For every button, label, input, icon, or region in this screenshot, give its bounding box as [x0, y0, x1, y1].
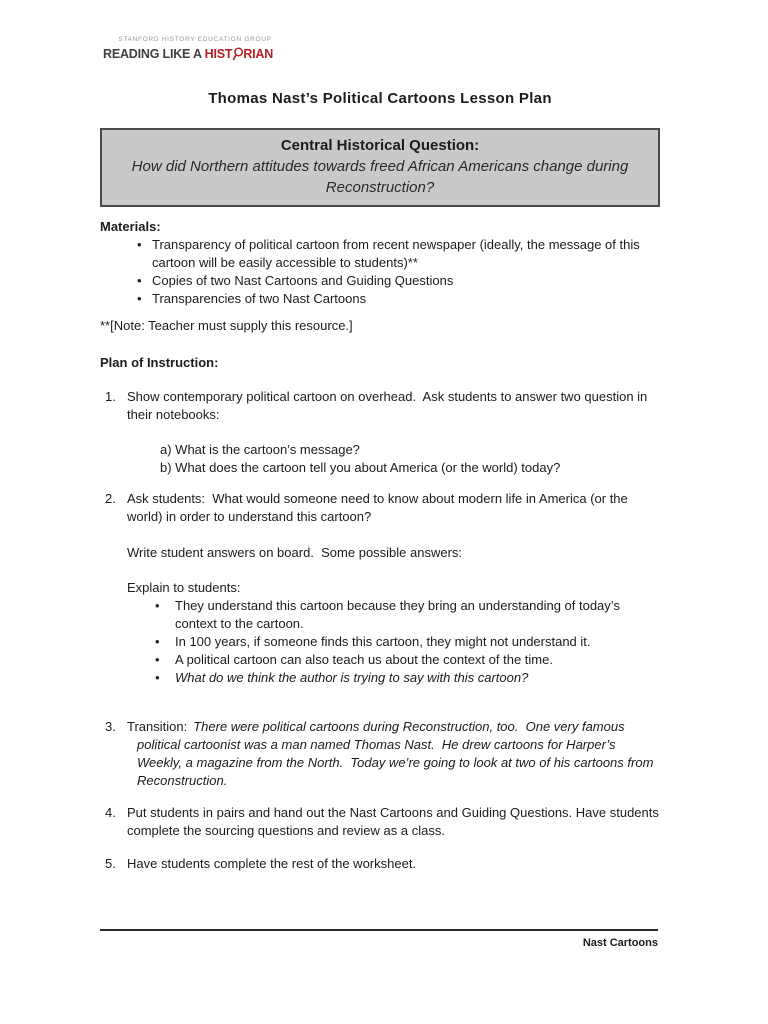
step-number: 3. — [105, 719, 116, 734]
chq-heading: Central Historical Question: — [280, 137, 480, 154]
step1-sub-a: a) What is the cartoon’s message? — [160, 442, 360, 457]
central-historical-question-box — [100, 128, 660, 207]
footer-label: Nast Cartoons — [582, 937, 658, 949]
logo-reading-like-a: READING LIKE A — [103, 46, 205, 61]
logo-rian: RIAN — [243, 46, 274, 61]
plan-heading: Plan of Instruction: — [100, 355, 219, 370]
step-text: Put students in pairs and hand out the Nast Cartoons and Guiding Questions. Have students complete the sourcing questions and review as a class. — [127, 805, 663, 838]
plan-step-2 — [105, 490, 660, 687]
materials-section — [100, 218, 660, 308]
list-item: • Copies of two Nast Cartoons and Guiding Questions — [137, 272, 660, 290]
logo-wordmark — [103, 45, 273, 62]
plan-step-5 — [105, 855, 660, 873]
step2-explain-label: Explain to students: — [127, 580, 241, 595]
step3-transition-label: Transition: — [127, 719, 188, 734]
step2-explain-list — [127, 597, 660, 687]
step-text: Have students complete the rest of the worksheet. — [127, 856, 417, 871]
step1-sub-b: b) What does the cartoon tell you about America (or the world) today? — [160, 460, 561, 475]
list-item: • Transparency of political cartoon from recent newspaper (ideally, the message of this cartoon will be easily accessible to students)** — [137, 236, 660, 272]
step2-board-note: Write student answers on board. Some possible answers: — [127, 545, 463, 560]
list-item: • They understand this cartoon because they bring an understanding of today’s context to the cartoon. — [155, 597, 660, 633]
list-item: • In 100 years, if someone finds this cartoon, they might not understand it. — [155, 633, 660, 651]
step-number: 1. — [105, 389, 116, 404]
materials-heading: Materials: — [100, 219, 161, 234]
chq-question: How did Northern attitudes towards freed African Americans change during Reconstruction? — [131, 158, 633, 196]
step-number: 5. — [105, 856, 116, 871]
teacher-note: **[Note: Teacher must supply this resource.] — [100, 318, 353, 333]
page-footer — [100, 929, 658, 951]
sheg-logo — [103, 36, 273, 62]
list-item: • What do we think the author is trying to say with this cartoon? — [155, 669, 660, 687]
list-item: • Transparencies of two Nast Cartoons — [137, 290, 660, 308]
plan-step-4 — [105, 804, 663, 840]
step3-transition-text: There were political cartoons during Reconstruction, too. One very famous political cartoonist was a man named Thomas Nast. He drew cartoons for Harper’s Weekly, a magazine from the North. Today we’re going to look at two of his cartoons from Reconstruction. — [137, 719, 658, 788]
logo-hist: HIST — [204, 46, 233, 61]
step-number: 2. — [105, 491, 116, 506]
plan-step-1 — [105, 388, 660, 477]
logo-group-name: STANFORD HISTORY EDUCATION GROUP — [118, 36, 272, 43]
step-text: Ask students: What would someone need to know about modern life in America (or the world) in order to understand this cartoon? — [127, 491, 632, 524]
step-text: Show contemporary political cartoon on overhead. Ask students to answer two question in their notebooks: — [127, 389, 651, 422]
list-item: • A political cartoon can also teach us about the context of the time. — [155, 651, 660, 669]
step-number: 4. — [105, 805, 116, 820]
materials-list — [100, 236, 660, 308]
plan-step-3 — [105, 718, 660, 790]
page-title: Thomas Nast’s Political Cartoons Lesson Plan — [208, 90, 552, 107]
